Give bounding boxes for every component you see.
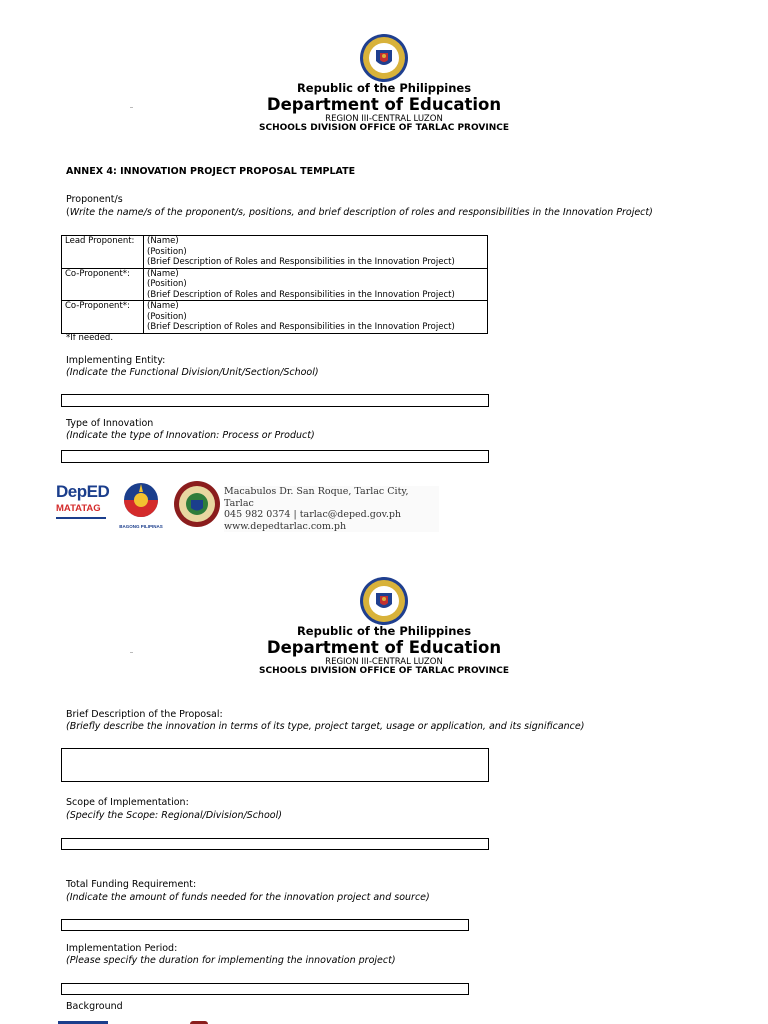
footer-logos <box>56 478 440 530</box>
entity-field[interactable] <box>61 394 489 407</box>
entity-instruction: (Indicate the Functional Division/Unit/Section/School) <box>66 367 319 378</box>
name-placeholder: (Name) <box>147 268 179 279</box>
role-cell: Lead Proponent: <box>62 236 144 269</box>
name-placeholder: (Name) <box>147 301 179 311</box>
name-placeholder: (Name) <box>147 236 179 246</box>
republic-heading: Republic of the Philippines <box>296 624 472 638</box>
bagong-pilipinas-text: BAGONG PILIPINAS <box>119 524 163 529</box>
funding-instruction: (Indicate the amount of funds needed for the innovation project and source) <box>66 892 430 903</box>
footnote: *If needed. <box>66 333 114 343</box>
proponents-table <box>61 235 488 334</box>
divider-mark <box>130 107 133 108</box>
table-row <box>62 301 488 334</box>
deped-logo-text: DepED <box>56 482 110 501</box>
address-block <box>224 486 439 532</box>
bagong-pilipinas-icon <box>118 480 164 520</box>
deped-seal-icon <box>359 576 409 626</box>
position-placeholder: (Position) <box>147 311 187 322</box>
brief-label: Brief Description of the Proposal: <box>66 709 223 720</box>
description-placeholder: (Brief Description of Roles and Responsibilities in the Innovation Project) <box>147 257 455 267</box>
details-cell[interactable] <box>144 236 488 269</box>
divider-mark <box>130 652 133 653</box>
deped-seal-icon <box>359 33 409 83</box>
position-placeholder: (Position) <box>147 246 187 257</box>
matatag-text: MATATAG <box>56 503 101 514</box>
position-placeholder: (Position) <box>147 279 187 289</box>
scope-instruction: (Specify the Scope: Regional/Division/School) <box>66 810 282 821</box>
period-label: Implementation Period: <box>66 943 178 954</box>
type-instruction: (Indicate the type of Innovation: Process or Product) <box>66 430 315 441</box>
background-label: Background <box>66 1001 123 1012</box>
division-heading: SCHOOLS DIVISION OFFICE OF TARLAC PROVINCE <box>259 666 509 676</box>
details-cell[interactable] <box>144 301 488 334</box>
description-placeholder: (Brief Description of Roles and Responsibilities in the Innovation Project) <box>147 289 455 300</box>
bagong-pilipinas-logo <box>118 480 164 528</box>
funding-label: Total Funding Requirement: <box>66 879 197 890</box>
republic-heading: Republic of the Philippines <box>296 81 472 95</box>
funding-field[interactable] <box>61 919 469 931</box>
proponents-label: Proponent/s <box>66 194 123 205</box>
address-line: Macabulos Dr. San Roque, Tarlac City, Tarlac <box>224 486 409 509</box>
contact-line: 045 982 0374 | tarlac@deped.gov.ph <box>224 509 402 520</box>
period-instruction: (Please specify the duration for implementing the innovation project) <box>66 955 396 966</box>
brief-instruction: (Briefly describe the innovation in terms of its type, project target, usage or application, and its significance) <box>66 721 585 732</box>
type-label: Type of Innovation <box>66 418 154 429</box>
description-placeholder: (Brief Description of Roles and Responsibilities in the Innovation Project) <box>147 322 455 332</box>
tarlac-division-seal-icon <box>173 480 221 532</box>
region-heading: REGION III-CENTRAL LUZON <box>325 657 443 667</box>
proponents-instruction-text: Write the name/s of the proponent/s, positions, and brief description of roles and responsibilities in the Innovation Project) <box>69 207 653 218</box>
division-heading: SCHOOLS DIVISION OFFICE OF TARLAC PROVINCE <box>259 123 509 133</box>
brief-field[interactable] <box>61 748 489 782</box>
website-link[interactable]: www.depedtarlac.com.ph <box>224 520 347 532</box>
role-cell: Co-Proponent*: <box>62 268 144 301</box>
table-row <box>62 268 488 301</box>
region-heading: REGION III-CENTRAL LUZON <box>325 114 443 124</box>
scope-field[interactable] <box>61 838 489 850</box>
details-cell[interactable] <box>144 268 488 301</box>
role-cell: Co-Proponent*: <box>62 301 144 334</box>
department-heading: Department of Education <box>266 95 502 114</box>
department-heading: Department of Education <box>266 638 502 657</box>
deped-logo-underline <box>56 517 106 519</box>
type-field[interactable] <box>61 450 489 463</box>
annex-title: ANNEX 4: INNOVATION PROJECT PROPOSAL TEMPLATE <box>66 166 356 177</box>
entity-label: Implementing Entity: <box>66 355 166 366</box>
paren-open: ( <box>66 207 70 218</box>
deped-logo <box>56 482 112 526</box>
table-row <box>62 236 488 269</box>
period-field[interactable] <box>61 983 469 995</box>
scope-label: Scope of Implementation: <box>66 797 189 808</box>
proponents-instruction <box>66 207 653 219</box>
